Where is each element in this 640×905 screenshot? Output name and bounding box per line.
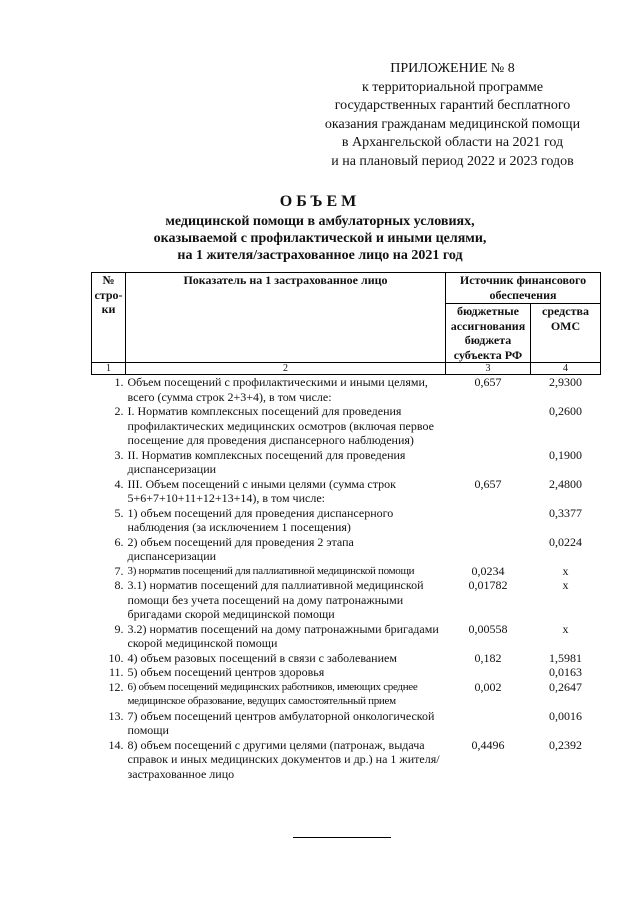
table-row [92,375,601,405]
row-number: 1. [114,375,124,389]
row-number: 11. [108,665,124,679]
row-budget-value [446,448,531,477]
row-oms-value: 2,9300 [549,375,582,389]
row-number: 9. [114,621,124,636]
row-number: 10. [108,650,124,665]
table-row [92,680,601,709]
row-budget-value [446,665,531,680]
table-row [92,651,601,666]
table-row [92,535,601,564]
closing-divider [293,837,391,838]
row-number: 8. [114,578,124,592]
title-main: ОБЪЕМ [279,193,361,210]
row-oms-value: 0,1900 [549,447,582,462]
row-budget-value: 0,4496 [471,737,505,752]
row-number: 4. [114,476,124,491]
row-number: 12. [108,679,124,694]
row-indicator: III. Объем посещений с иными целями (сумма строк 5+6+7+10+11+12+13+14), в том числе: [127,476,396,505]
row-oms-value: 0,0016 [549,708,582,723]
row-budget-value [446,404,531,448]
row-indicator: 3.1) норматив посещений для паллиативной медицинской помощи без учета посещений на дому патронажными бригадами скорой медицинской помощи [127,578,424,621]
row-budget-value [446,709,531,738]
row-number: 2. [114,404,124,418]
row-indicator: 6) объем посещений медицинских работников, имеющих среднее медицинское образование, ведущих самостоятельный прием [127,680,418,707]
row-budget-value [446,535,531,564]
appendix-line: оказания гражданам медицинской помощи [324,116,581,132]
table-row [92,477,601,506]
table-row [92,738,601,782]
row-budget-value [446,506,531,535]
header-budget: бюджетные ассигнования бюджета субъекта РФ [446,304,531,363]
volume-table [91,272,601,781]
table-row [92,709,601,738]
row-oms-value: 1,5981 [549,650,582,665]
row-indicator: 4) объем разовых посещений в связи с заболеванием [127,650,397,665]
document-title [60,191,580,264]
table-row [92,404,601,448]
row-number: 5. [114,505,124,520]
column-number: 1 [92,363,126,375]
column-number: 3 [446,363,531,375]
appendix-line: к территориальной программе [361,79,544,95]
row-oms-value: 0,2392 [549,737,582,752]
row-budget-value: 0,657 [474,375,502,389]
row-oms-value: 0,3377 [549,505,582,520]
title-line: на 1 жителя/застрахованное лицо на 2021 год [177,248,463,263]
row-number: 14. [108,737,124,752]
column-number: 2 [126,363,446,375]
row-indicator: II. Норматив комплексных посещений для проведения диспансеризации [127,447,406,476]
header-source: Источник финансового обеспечения [446,273,601,304]
table-row [92,665,601,680]
appendix-title: ПРИЛОЖЕНИЕ № 8 [390,61,515,76]
row-indicator: 3.2) норматив посещений на дому патронажными бригадами скорой медицинской помощи [127,621,439,650]
row-oms-value: х [562,578,569,592]
title-line: медицинской помощи в амбулаторных условиях, [165,214,475,229]
row-indicator: Объем посещений с профилактическими и иными целями, всего (сумма строк 2+3+4), в том числе: [127,375,428,404]
row-indicator: 1) объем посещений для проведения диспансерного наблюдения (за исключением 1 посещения) [127,505,394,534]
table-row [92,622,601,651]
row-budget-value: 0,0234 [471,563,505,578]
row-oms-value: х [562,621,569,636]
row-oms-value: 0,0163 [549,665,582,679]
table-row [92,448,601,477]
title-line: оказываемой с профилактической и иными целями, [153,231,487,246]
column-number: 4 [531,363,601,375]
row-budget-value: 0,657 [474,476,502,491]
header-oms: средства ОМС [531,304,601,363]
row-oms-value: 0,2600 [549,404,582,418]
appendix-line: и на плановый период 2022 и 2023 годов [331,153,574,169]
row-indicator: 8) объем посещений с другими целями (патронаж, выдача справок и иных медицинских документов и др.) на 1 жителя/застрахованное лицо [127,737,440,781]
row-indicator: I. Норматив комплексных посещений для проведения профилактических медицинских осмотров (включая первое посещение для проведения диспансерного наблюдения) [127,404,434,447]
row-budget-value: 0,01782 [468,578,508,592]
header-row-no: № стро-ки [92,273,126,363]
row-indicator: 2) объем посещений для проведения 2 этапа диспансеризации [127,534,354,563]
appendix-header [300,60,605,171]
row-indicator: 5) объем посещений центров здоровья [127,665,325,679]
row-budget-value: 0,00558 [468,621,508,636]
row-oms-value: 0,2647 [549,679,582,694]
row-budget-value: 0,182 [474,650,502,665]
table-row [92,506,601,535]
row-oms-value: 2,4800 [549,476,582,491]
header-indicator: Показатель на 1 застрахованное лицо [126,273,446,363]
row-number: 3. [114,447,124,462]
row-number: 13. [108,708,124,723]
row-number: 6. [114,534,124,549]
row-oms-value: 0,0224 [549,534,582,549]
row-number: 7. [114,563,124,578]
table-row [92,564,601,579]
row-indicator: 7) объем посещений центров амбулаторной онкологической помощи [127,708,435,737]
row-indicator: 3) норматив посещений для паллиативной медицинской помощи [127,564,415,577]
table-row [92,578,601,622]
appendix-line: государственных гарантий бесплатного [334,98,571,113]
appendix-line: в Архангельской области на 2021 год [341,135,564,150]
row-budget-value: 0,002 [474,679,502,694]
row-oms-value: х [562,563,569,578]
